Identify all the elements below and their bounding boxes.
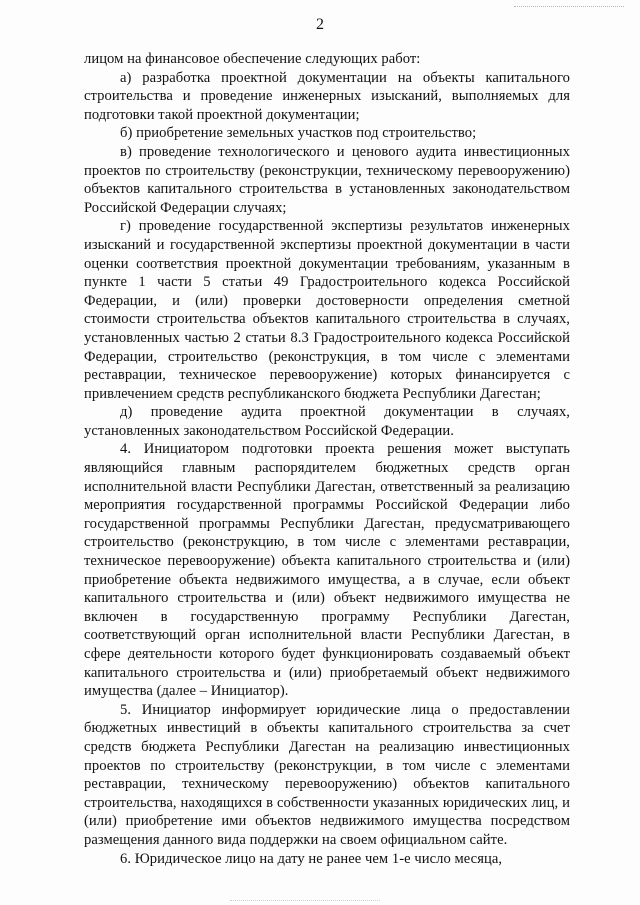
paragraph-item-v: в) проведение технологического и ценового аудита инвестиционных проектов по строительству (реконструкции, техническому перевооружению) объектов капитального строительства в установленных законодательством Российской Федерации случаях;	[84, 143, 570, 216]
scan-artifact-bottom	[230, 900, 380, 902]
paragraph-item-b: б) приобретение земельных участков под строительство;	[120, 125, 477, 142]
document-body	[84, 50, 570, 868]
scan-artifact	[514, 6, 624, 8]
paragraph-intro: лицом на финансовое обеспечение следующих работ:	[84, 51, 421, 67]
paragraph-clause-4: 4. Инициатором подготовки проекта решения может выступать являющийся главным распорядителем бюджетных средств орган исполнительной власти Республики Дагестан, ответственный за реализацию мероприятия государственной программы Российской Федерации либо государственной программы Республики Дагестан, предусматривающего строительство (реконструкцию, в том числе с элементами реставрации, техническое перевооружение) объекта капитального строительства и (или) приобретение объекта недвижимого имущества, а в случае, если объект капитального строительства и (или) объект недвижимого имущества не включен в государственную программу Республики Дагестан, соответствующий орган исполнительной власти Республики Дагестан, в сфере деятельности которого будет функционировать создаваемый объект капитального строительства и (или) приобретаемый объект недвижимого имущества (далее – Инициатор).	[84, 441, 570, 700]
paragraph-clause-6: 6. Юридическое лицо на дату не ранее чем 1-е число месяца,	[120, 850, 503, 867]
paragraph-item-g: г) проведение государственной экспертизы результатов инженерных изысканий и государственной экспертизы проектной документации в части оценки соответствия проектной документации требованиям, указанным в пункте 1 части 5 статьи 49 Градостроительного кодекса Российской Федерации, и (или) проверки достоверности определения сметной стоимости строительства объектов капитального строительства в случаях, установленных частью 2 статьи 8.3 Градостроительного кодекса Российской Федерации, строительство (реконструкция, в том числе с элементами реставрации, техническое перевооружение) которых финансируется с привлечением средств республиканского бюджета Республики Дагестан;	[84, 218, 570, 402]
paragraph-item-a: а) разработка проектной документации на объекты капитального строительства и проведение инженерных изысканий, выполняемых для подготовки такой проектной документации;	[84, 69, 570, 123]
paragraph-clause-5: 5. Инициатор информирует юридические лица о предоставлении бюджетных инвестиций в объекты капитального строительства за счет средств бюджета Республики Дагестан на реализацию инвестиционных проектов по строительству (реконструкции, в том числе с элементами реставрации, техническому перевооружению) объектов капитального строительства, находящихся в собственности указанных юридических лиц, и (или) приобретение ими объектов недвижимого имущества посредством размещения данного вида поддержки на своем официальном сайте.	[84, 701, 570, 848]
page-number: 2	[316, 16, 324, 33]
paragraph-item-d: д) проведение аудита проектной документации в случаях, установленных законодательством Российской Федерации.	[84, 404, 570, 439]
